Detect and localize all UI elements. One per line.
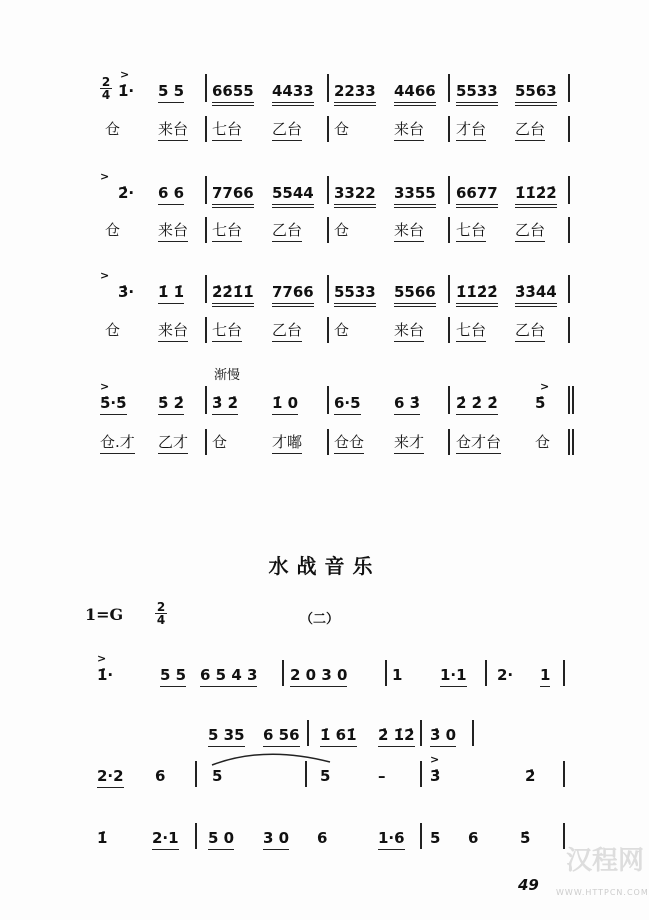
barline: [327, 74, 329, 102]
note-group: 6 5 4 3: [200, 666, 257, 687]
note-group: 1: [392, 666, 403, 684]
barline: [448, 74, 450, 102]
note-group: 1̇: [97, 829, 108, 847]
note-group: 6: [317, 829, 328, 847]
note-group: 1̇1̇2̇2̇: [515, 184, 557, 208]
note-group: 6: [155, 767, 166, 785]
barline: [420, 823, 422, 849]
barline: [205, 275, 207, 303]
note-group: 7766: [272, 283, 314, 307]
barline: [385, 660, 387, 686]
percussion-syllable: 乙台: [515, 221, 545, 242]
note-group: 7766: [212, 184, 254, 208]
note-group: 6655: [212, 82, 254, 106]
barline: [563, 761, 565, 787]
percussion-syllable: 七台: [456, 221, 486, 242]
note-group: 5̇: [535, 394, 546, 412]
note-group: 5544: [272, 184, 314, 208]
note-group: 5: [430, 829, 441, 847]
note-group: 2 0 3 0: [290, 666, 347, 687]
note-group: 1·6: [378, 829, 405, 850]
barline: [327, 116, 329, 142]
percussion-syllable: 仓.才: [100, 433, 135, 454]
percussion-syllable: 乙台: [272, 120, 302, 141]
note-group: 2̇: [525, 767, 536, 785]
watermark-url: WWW.HTTPCN.COM: [556, 888, 649, 897]
percussion-syllable: 乙台: [272, 221, 302, 242]
barline: [568, 386, 570, 414]
percussion-syllable: 七台: [456, 321, 486, 342]
note-group: 4466: [394, 82, 436, 106]
barline: [568, 317, 570, 343]
accent-mark: >: [120, 68, 130, 81]
percussion-syllable: 仓才台: [456, 433, 501, 454]
barline: [572, 429, 574, 455]
accent-mark: >: [97, 652, 107, 665]
barline: [205, 176, 207, 204]
note-group: 5: [212, 767, 223, 785]
percussion-syllable: 仓: [105, 120, 121, 138]
note-group: 3322: [334, 184, 376, 208]
note-group: 1̇·: [118, 82, 135, 100]
barline: [448, 317, 450, 343]
section-subtitle: （二）: [300, 612, 340, 627]
note-group: 5 35: [208, 726, 245, 747]
percussion-syllable: 乙台: [515, 321, 545, 342]
barline: [195, 823, 197, 849]
note-group: 5̇ 2̇: [158, 394, 184, 415]
barline: [448, 176, 450, 204]
percussion-syllable: 来台: [394, 120, 424, 141]
barline: [568, 116, 570, 142]
note-group: 5̇: [520, 829, 531, 847]
percussion-syllable: 乙台: [515, 120, 545, 141]
barline: [205, 116, 207, 142]
note-group: 5̇·5̇: [100, 394, 127, 415]
barline: [568, 217, 570, 243]
note-group: 2̇2̇1̇1̇: [212, 283, 254, 307]
note-group: 5566: [394, 283, 436, 307]
note-group: 2̇ 1̇2̇: [378, 726, 415, 747]
note-group: 2̇·: [118, 184, 135, 202]
barline: [327, 317, 329, 343]
barline: [205, 386, 207, 414]
percussion-syllable: 仓: [334, 321, 350, 339]
barline: [448, 386, 450, 414]
piece-title: 水战音乐: [268, 554, 381, 578]
barline: [205, 74, 207, 102]
note-group: 5533: [334, 283, 376, 307]
percussion-syllable: 来台: [158, 120, 188, 141]
barline: [305, 761, 307, 787]
accent-mark: >: [430, 753, 440, 766]
percussion-syllable: 乙才: [158, 433, 188, 454]
barline: [563, 660, 565, 686]
accent-mark: >: [540, 380, 550, 393]
percussion-syllable: 才嘟: [272, 433, 302, 454]
watermark-logo: 汉程网: [566, 846, 645, 876]
note-group: 1̇ 1̇: [158, 283, 184, 304]
note-group: 5563: [515, 82, 557, 106]
note-group: 5 5: [158, 82, 184, 103]
barline: [568, 176, 570, 204]
note-group: 5 5: [160, 666, 186, 687]
note-group: 3̇ 0: [430, 726, 456, 747]
accent-mark: >: [100, 170, 110, 183]
percussion-syllable: 仓: [334, 221, 350, 239]
time-bottom: 4: [101, 88, 111, 102]
barline: [472, 720, 474, 746]
note-group: 6 6: [158, 184, 184, 205]
barline: [568, 74, 570, 102]
accent-mark: >: [100, 269, 110, 282]
note-group: 5: [320, 767, 331, 785]
note-group: 2·1: [152, 829, 179, 850]
note-group: 3355: [394, 184, 436, 208]
barline: [195, 761, 197, 787]
barline: [327, 176, 329, 204]
time-bottom: 4: [156, 613, 166, 627]
note-group: 2·2: [97, 767, 124, 788]
note-group: 1: [540, 666, 550, 687]
note-group: 6·5: [334, 394, 361, 415]
note-group: 2·: [497, 666, 514, 684]
percussion-syllable: 来才: [394, 433, 424, 454]
barline: [205, 217, 207, 243]
barline: [572, 386, 574, 414]
note-group: 6 56: [263, 726, 300, 747]
note-group: 2233: [334, 82, 376, 106]
note-group: 1·1: [440, 666, 467, 687]
note-group: 3̇·: [118, 283, 135, 301]
barline: [420, 761, 422, 787]
barline: [485, 660, 487, 686]
note-group: 5533: [456, 82, 498, 106]
time-top: 2: [101, 75, 111, 89]
barline: [448, 275, 450, 303]
percussion-syllable: 七台: [212, 321, 242, 342]
barline: [448, 116, 450, 142]
barline: [327, 429, 329, 455]
barline: [448, 217, 450, 243]
percussion-syllable: 仓: [535, 433, 551, 451]
note-group: 3̇3̇4̇4̇: [515, 283, 557, 307]
percussion-syllable: 七台: [212, 221, 242, 242]
note-group: 3̇: [430, 767, 441, 785]
note-group: 6677: [456, 184, 498, 208]
barline: [282, 660, 284, 686]
percussion-syllable: 来台: [394, 321, 424, 342]
time-top: 2: [156, 600, 166, 614]
note-group: 1̇ 0: [272, 394, 298, 415]
percussion-syllable: 来台: [158, 221, 188, 242]
note-group: 6: [468, 829, 479, 847]
percussion-syllable: 来台: [394, 221, 424, 242]
note-group: 6 3̇: [394, 394, 420, 415]
barline: [568, 275, 570, 303]
note-group: 1̇ 61̇: [320, 726, 357, 747]
barline: [205, 317, 207, 343]
page-number: 49: [518, 876, 539, 894]
percussion-syllable: 仓仓: [334, 433, 364, 454]
percussion-syllable: 仓: [334, 120, 350, 138]
barline: [563, 823, 565, 849]
note-group: –: [378, 767, 386, 785]
barline: [307, 720, 309, 746]
note-group: 3 0: [263, 829, 289, 850]
note-group: 4433: [272, 82, 314, 106]
percussion-syllable: 仓: [105, 221, 121, 239]
barline: [420, 720, 422, 746]
note-group: 3̇ 2̇: [212, 394, 238, 415]
percussion-syllable: 乙台: [272, 321, 302, 342]
percussion-syllable: 才台: [456, 120, 486, 141]
percussion-syllable: 来台: [158, 321, 188, 342]
barline: [448, 429, 450, 455]
note-group: 2̇ 2̇ 2̇: [456, 394, 498, 415]
note-group: 1̇·: [97, 666, 114, 684]
percussion-syllable: 仓: [105, 321, 121, 339]
tempo-mark: 渐慢: [214, 368, 241, 383]
percussion-syllable: 仓: [212, 433, 228, 451]
accent-mark: >: [100, 380, 110, 393]
key-signature: 1=G: [85, 605, 124, 624]
barline: [327, 386, 329, 414]
note-group: 1̇1̇2̇2̇: [456, 283, 498, 307]
barline: [327, 217, 329, 243]
barline: [568, 429, 570, 455]
percussion-syllable: 七台: [212, 120, 242, 141]
barline: [327, 275, 329, 303]
note-group: 5 0: [208, 829, 234, 850]
barline: [205, 429, 207, 455]
